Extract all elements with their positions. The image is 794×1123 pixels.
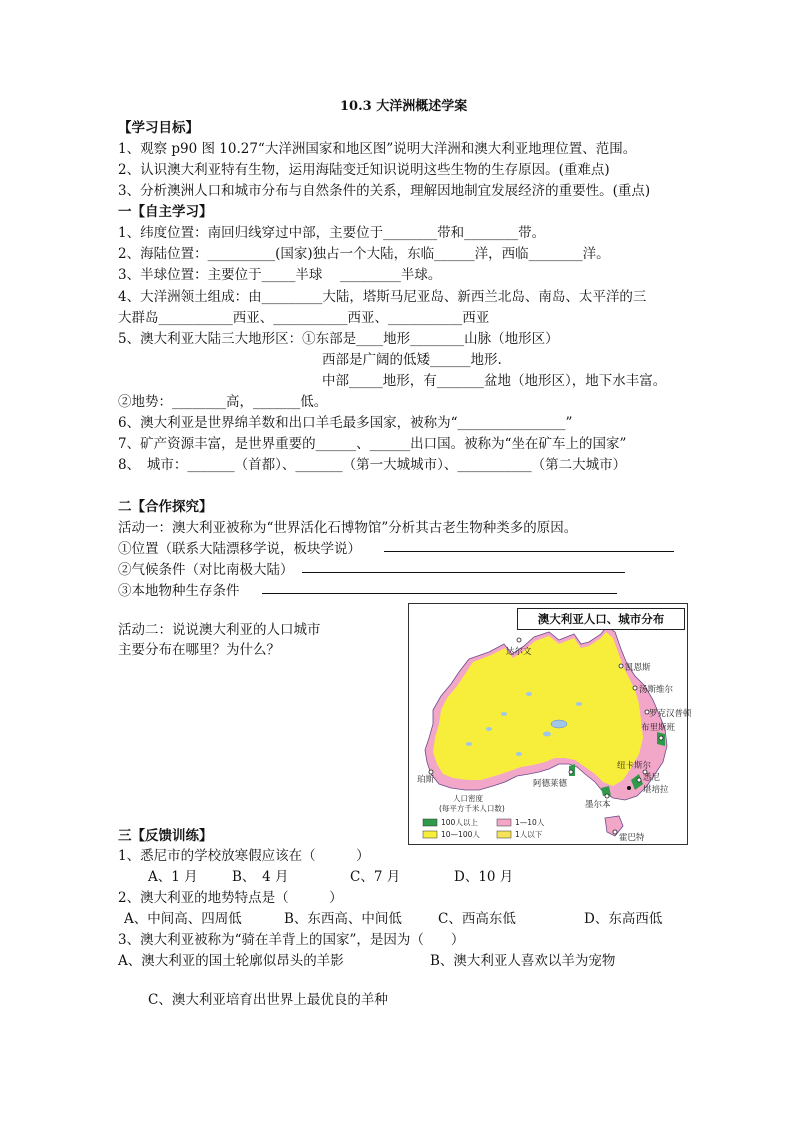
self-study-heading: 一【自主学习】 — [118, 204, 213, 220]
city-label: 悉尼 — [643, 773, 661, 783]
q2-option-d[interactable]: D、东高西低 — [584, 911, 663, 927]
objectives-heading: 【学习目标】 — [118, 120, 199, 136]
lake — [466, 742, 472, 746]
city-marker — [619, 664, 623, 668]
self-study-item: 3、半球位置：主要位于_____半球 _________半球。 — [118, 267, 442, 283]
cooperation-heading: 二【合作探究】 — [118, 499, 213, 515]
activity2-question: 主要分布在哪里？为什么？ — [118, 642, 280, 658]
activity1-item: ③本地物种生存条件 — [118, 583, 240, 599]
city-label: 阿德莱德 — [533, 779, 568, 789]
city-label: 布里斯班 — [641, 723, 676, 733]
q3-option-c[interactable]: C、澳大利亚培育出世界上最优良的羊种 — [148, 992, 388, 1008]
lake — [551, 720, 567, 728]
city-label: 墨尔本 — [585, 800, 611, 810]
lake — [501, 712, 507, 716]
map-title: 澳大利亚人口、城市分布 — [517, 608, 685, 630]
activity1-item: ①位置（联系大陆漂移学说，板块学说） — [118, 541, 361, 557]
city-label: 霍巴特 — [619, 833, 645, 843]
city-label: 凯恩斯 — [625, 663, 651, 673]
answer-line[interactable] — [302, 572, 625, 573]
q1-option-d[interactable]: D、10 月 — [454, 869, 514, 885]
city-marker — [605, 794, 609, 798]
city-marker — [569, 770, 573, 774]
city-label: 堪培拉 — [643, 785, 669, 795]
map-graphic — [409, 604, 692, 844]
city-marker — [613, 830, 617, 834]
lake — [576, 702, 582, 706]
city-label: 珀斯 — [417, 775, 435, 785]
city-label: 纽卡斯尔 — [617, 761, 652, 771]
city-label: 罗克汉普顿 — [649, 709, 692, 719]
city-marker — [627, 786, 631, 790]
city-marker — [633, 686, 637, 690]
legend-label: 1—10人 — [515, 818, 545, 827]
legend-swatch-100plus — [423, 819, 437, 826]
question-1: 1、悉尼市的学校放寒假应该在（ ） — [118, 848, 370, 864]
objective-item: 1、观察 p90 图 10.27“大洋洲国家和地区图”说明大洋洲和澳大利亚地理位置、范围。 — [118, 141, 637, 157]
q2-option-a[interactable]: A、中间高、四周低 — [124, 911, 242, 927]
self-study-item: 中部_____地形，有_______盆地（地形区），地下水丰富。 — [322, 373, 667, 389]
lake — [486, 727, 492, 731]
lake — [516, 752, 522, 756]
self-study-item: 6、澳大利亚是世界绵羊数和出口羊毛最多国家，被称为“________________” — [118, 415, 573, 431]
self-study-item: 5、澳大利亚大陆三大地形区：①东部是____地形________山脉（地形区） — [118, 331, 559, 347]
q3-option-b[interactable]: B、澳大利亚人喜欢以羊为宠物 — [430, 953, 616, 969]
q2-option-b[interactable]: B、东西高、中间低 — [284, 911, 402, 927]
objective-item: 2、认识澳大利亚特有生物，运用海陆变迁知识说明这些生物的生存原因。(重难点) — [118, 162, 610, 178]
q1-option-a[interactable]: A、1 月 — [148, 869, 198, 885]
legend-title: 人口密度 — [453, 794, 483, 803]
legend-label: 100人以上 — [441, 818, 478, 827]
legend-swatch-under1 — [497, 831, 511, 838]
self-study-item: 4、大洋洲领土组成：由_________大陆，塔斯马尼亚岛、新西兰北岛、南岛、太平洋的三 — [118, 289, 647, 305]
city-marker — [659, 736, 663, 740]
answer-line[interactable] — [384, 551, 674, 552]
self-study-item: 2、海陆位置：__________(国家)独占一个大陆，东临______洋，西临________洋。 — [118, 246, 610, 262]
city-marker — [517, 638, 521, 642]
activity1-question: 活动一：澳大利亚被称为“世界活化石博物馆”分析其古老生物种类多的原因。 — [118, 520, 578, 536]
question-2: 2、澳大利亚的地势特点是（ ） — [118, 890, 343, 906]
city-label: 汤斯维尔 — [639, 685, 674, 695]
lake — [543, 732, 551, 737]
legend-swatch-10to100 — [423, 831, 437, 838]
lake — [526, 692, 532, 696]
activity1-item: ②气候条件（对比南极大陆） — [118, 562, 294, 578]
activity2-question: 活动二：说说澳大利亚的人口城市 — [118, 622, 321, 638]
city-label: 达尔文 — [506, 647, 532, 657]
page-title: 10.3 大洋洲概述学案 — [340, 99, 468, 114]
answer-line[interactable] — [262, 593, 617, 594]
q2-option-c[interactable]: C、西高东低 — [438, 911, 516, 927]
self-study-item: 1、纬度位置：南回归线穿过中部，主要位于________带和________带。 — [118, 225, 546, 241]
objective-item: 3、分析澳洲人口和城市分布与自然条件的关系，理解因地制宜发展经济的重要性。(重点) — [118, 183, 651, 199]
city-marker — [637, 778, 641, 782]
self-study-item: 大群岛___________西亚、___________西亚、___________西亚 — [118, 310, 490, 326]
self-study-item: ②地势：________高，_______低。 — [118, 394, 328, 410]
city-marker — [429, 770, 433, 774]
mainland-interior — [433, 632, 643, 786]
feedback-heading: 三【反馈训练】 — [118, 828, 213, 844]
legend-subtitle: (每平方千米人口数) — [439, 804, 505, 813]
self-study-item: 7、矿产资源丰富，是世界重要的______、______出口国。被称为“坐在矿车上的国家” — [118, 436, 627, 452]
q1-option-c[interactable]: C、7 月 — [350, 869, 401, 885]
australia-population-map — [408, 603, 692, 845]
question-3: 3、澳大利亚被称为“骑在羊背上的国家”，是因为（ ） — [118, 932, 465, 948]
q1-option-b[interactable]: B、 4 月 — [232, 869, 289, 885]
self-study-item: 8、 城市：_______（首都）、_______（第一大城城市）、___________（第二大城市） — [118, 457, 627, 473]
self-study-item: 西部是广阔的低矮______地形. — [322, 352, 502, 368]
legend-label: 1人以下 — [515, 830, 543, 839]
q3-option-a[interactable]: A、澳大利亚的国土轮廓似昂头的羊影 — [118, 953, 344, 969]
legend-swatch-1to10 — [497, 819, 511, 826]
legend-label: 10—100人 — [441, 830, 480, 839]
